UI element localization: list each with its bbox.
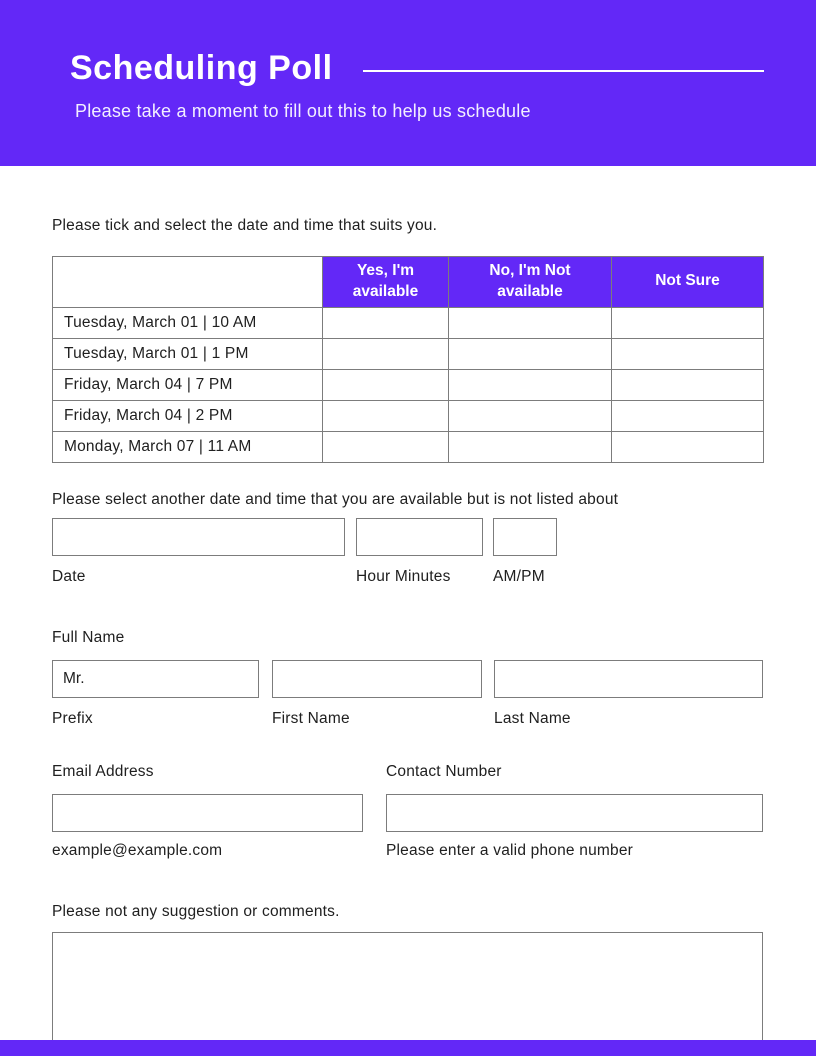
tick-cell-no[interactable]: [449, 369, 612, 400]
column-header-yes: Yes, I'm available: [323, 257, 449, 308]
availability-corner-cell: [53, 257, 323, 308]
slot-label: Friday, March 04 | 2 PM: [53, 400, 323, 431]
other-slot-prompt: Please select another date and time that you are available but is not listed about: [52, 490, 619, 508]
tick-cell-not-sure[interactable]: [612, 431, 764, 462]
date-label: Date: [52, 567, 86, 585]
slot-label: Tuesday, March 01 | 1 PM: [53, 338, 323, 369]
footer-accent-bar: [0, 1040, 816, 1056]
full-name-fields: [52, 660, 763, 728]
last-name-label: Last Name: [494, 709, 571, 727]
hour-minutes-input[interactable]: [356, 518, 483, 556]
availability-table: [52, 256, 764, 463]
contact-number-input[interactable]: [386, 794, 763, 832]
ampm-label: AM/PM: [493, 567, 545, 585]
contact-number-label: Contact Number: [386, 762, 502, 780]
tick-cell-yes[interactable]: [323, 307, 449, 338]
hour-minutes-label: Hour Minutes: [356, 567, 451, 585]
tick-cell-yes[interactable]: [323, 338, 449, 369]
tick-cell-yes[interactable]: [323, 400, 449, 431]
email-input[interactable]: [52, 794, 363, 832]
prefix-label: Prefix: [52, 709, 93, 727]
tick-cell-no[interactable]: [449, 338, 612, 369]
tick-cell-not-sure[interactable]: [612, 400, 764, 431]
contact-number-hint: Please enter a valid phone number: [386, 841, 634, 859]
table-row: [53, 338, 764, 369]
form-header: [0, 0, 816, 166]
title-divider-line: [363, 70, 764, 72]
page-title: Scheduling Poll: [70, 49, 333, 87]
email-label: Email Address: [52, 762, 154, 780]
tick-cell-not-sure[interactable]: [612, 338, 764, 369]
other-slot-fields: [52, 518, 763, 586]
comments-label: Please not any suggestion or comments.: [52, 902, 340, 920]
page-subtitle: Please take a moment to fill out this to help us schedule: [75, 101, 531, 121]
comments-textarea[interactable]: [52, 932, 763, 1042]
slot-label: Friday, March 04 | 7 PM: [53, 369, 323, 400]
availability-header-row: [53, 257, 764, 308]
tick-cell-not-sure[interactable]: [612, 307, 764, 338]
full-name-label: Full Name: [52, 628, 125, 646]
table-row: [53, 307, 764, 338]
column-header-not-sure: Not Sure: [612, 257, 764, 308]
tick-cell-yes[interactable]: [323, 431, 449, 462]
availability-prompt: Please tick and select the date and time that suits you.: [52, 217, 438, 234]
first-name-label: First Name: [272, 709, 350, 727]
tick-cell-no[interactable]: [449, 400, 612, 431]
ampm-input[interactable]: [493, 518, 557, 556]
date-input[interactable]: [52, 518, 345, 556]
tick-cell-no[interactable]: [449, 307, 612, 338]
tick-cell-yes[interactable]: [323, 369, 449, 400]
last-name-input[interactable]: [494, 660, 763, 698]
column-header-no: No, I'm Not available: [449, 257, 612, 308]
prefix-input[interactable]: [52, 660, 259, 698]
contact-fields: [52, 763, 763, 860]
table-row: [53, 369, 764, 400]
table-row: [53, 431, 764, 462]
email-hint: example@example.com: [52, 841, 223, 859]
tick-cell-no[interactable]: [449, 431, 612, 462]
tick-cell-not-sure[interactable]: [612, 369, 764, 400]
slot-label: Monday, March 07 | 11 AM: [53, 431, 323, 462]
table-row: [53, 400, 764, 431]
first-name-input[interactable]: [272, 660, 482, 698]
slot-label: Tuesday, March 01 | 10 AM: [53, 307, 323, 338]
